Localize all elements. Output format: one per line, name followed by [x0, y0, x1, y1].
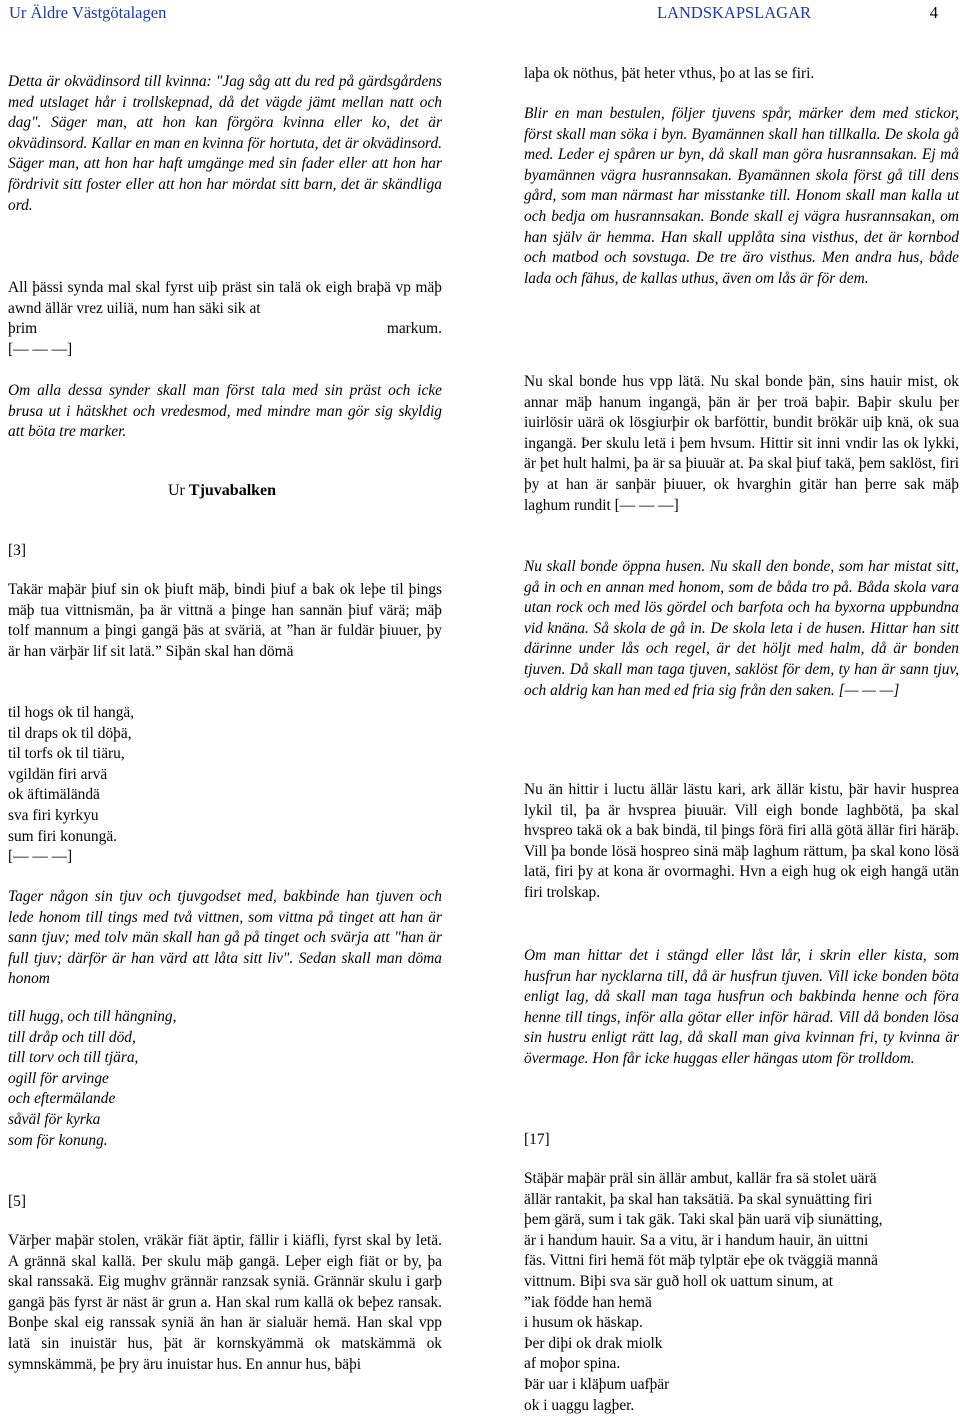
- paragraph-om-man-hittar: Om man hittar det i stängd eller låst lår, i skrin eller kista, som husfrun har nycklarna till, då är husfrun tjuven. Vill icke bonden böta enligt lag, då skall man taga husfrun och bakbinda henne och föra henne till tings, inför alla götar eller inför härad. Vill då bonden lösa sin hustru enligt rätt lag, då skall man giva kvinnan fri, ty kvinna är övermage. Hon får icke huggas eller hängas utom för trolldom.: [524, 947, 959, 1067]
- paragraph-blir-en-man-bestulen: Blir en man bestulen, följer tjuvens spår, märker dem med stickor, först skall man söka i byn. Byamännen skall han tillkalla. De skola gå med. Leder ej spåren ur byn, då skall man göra husrannsakan. Ej må byamännen vägra husrannsakan. Byamännen skola först gå till dens gård, som man närmast har misstanke till. Honom skall man kalla ut och bedja om husrannsakan. Bonde skall ej vägra husrannsakan, om han själv är hemma. Han skall upplåta sina visthus, det är kornbod och matbod och sovstuga. De tre äro visthus. Men andra hus, både lada och fähus, de kallas uthus, även om lås är för dem.: [524, 105, 959, 287]
- section-number-17: [17]: [524, 1131, 550, 1148]
- paragraph-varther-mathar: Värþer maþär stolen, vräkär fiät äptir, fällir i kiäfli, fyrst skal by letä. A grännä skal kallä. Þer skulu mäþ gangä. Leþer eigh fiät or by, þa skal ranssakä. Eig mughv grännär ranzsak syniä. Grännär skulu i garþ gangä þäs fyrst är näst är grun a. Han skal rum kallä ok beþez ransak. Bonþe skal eig ranssak syniä än han är sialuär hemä. Han skal vpp latä sin inuistär hus, þät är kornskyämmä ok matskämmä ok symnskämmä, þe þry äru inuistar hus. En annur hus, bäþi: [8, 1232, 442, 1373]
- ellipsis-marker: [— — —]: [8, 340, 73, 358]
- section-number-3: [3]: [8, 542, 26, 559]
- page-number: 4: [929, 3, 938, 22]
- paragraph-okvadinsord: Detta är okvädinsord till kvinna: "Jag såg att du red på gärdsgårdens med utslaget hår i trollskepnad, då det vägde jämt mellan natt och dag". Säger man, att hon kan förgöra kvinna eller ko, det är okvädinsord. Kallar en man en kvinna för hortuta, det är okvädinsord. Säger man, att hon har haft umgänge med sin fader eller att hon har fördrivit sitt foster eller att hon har mördat sitt barn, det är skändliga ord.: [8, 73, 442, 214]
- verse-old-swedish: til hogs ok til hangä, til draps ok til döþä, til torfs ok til tiäru, vgildän firi arvä ok äftimäländä sva firi kyrkyu sum firi konungä.: [8, 704, 135, 845]
- section-number-5: [5]: [8, 1193, 26, 1210]
- paragraph-tager-nagon: Tager någon sin tjuv och tjuvgodset med, bakbinde han tjuven och lede honom till tings med två vittnen, som vittna på tinget att han är sann tjuv; med tolv män skall han gå på tinget och svärja att "han är full tjuv; därför är han värd att låta sitt liv". Sedan skall man döma honom: [8, 888, 442, 988]
- ellipsis-marker: [— — —]: [8, 848, 73, 865]
- paragraph-takar-mathar: Takär maþär þiuf sin ok þiuft mäþ, bindi þiuf a bak ok leþe til þings mäþ tua vittnismän, þa är vittnä a þinge han sannän þiuf värä; mäþ tolf mannum a þingi gangä þäs at sväriä, at ”han är fuldär þiuuer, þy är han värþär lif sit latä.” Siþän skal han dömä: [8, 581, 442, 660]
- paragraph-stathar-mathar: Stäþär maþär präl sin ällär ambut, kallär fra sä stolet uärä ällär rantakit, þa skal han taksätiä. Þa skal synuätting firi þem gärä, sum i tak gäk. Taki skal þän uarä viþ siunätting, är i handum hauir. Sa a vitu, är i handum hauir, än uittni fäs. Vittni firi hemä föt mäþ tylptär eþe ok tväggiä mannä vittnum. Biþi sva sär guð holl ok uattum sinum, at ”iak födde han hemä i husum ok häskap. Þer diþi ok drak miolk af moþor spina. Þär uar i kläþum uafþär ok i uaggu lagþer.: [524, 1170, 883, 1414]
- paragraph-latha-ok-nothus: laþa ok nöthus, þät heter vthus, þo at las se firi.: [524, 65, 815, 82]
- section-title: Ur Tjuvabalken: [168, 482, 277, 499]
- paragraph-all-thassi: All þässi synda mal skal fyrst uiþ präst sin talä ok eigh braþä vp mäþ awnd ällär vrez uiliä, num han säki sik at þrim markum. [— — —]: [8, 278, 442, 360]
- paragraph-om-alla-dessa: Om alla dessa synder skall man först tala med sin präst och icke brusa ut i hätskhet och vredesmod, med mindre man gör sig skyldig att böta tre marker.: [8, 382, 442, 441]
- paragraph-nu-an-hittir: Nu än hittir i luctu ällär lästu kari, ark ällär kistu, þär havir husprea lykil til, þa är hvsprea þiuuär. Vill eigh bonde laghbötä, þa skal hvspreo takä ok a bak bindä, til þings förä firi allä götä ällär firi häräþ. Vill þa bonde lösä hospreo sinä mäþ laghum rättum, þa skal kono lösä latä, firi þy at kona är ovormaghi. Hvn a eigh hug ok eigh hangä utän firi trolskap.: [524, 781, 959, 901]
- paragraph-nu-skall-bonde: Nu skall bonde öppna husen. Nu skall den bonde, som har mistat sitt, gå in och en annan med honom, som de båda tro på. Båda skola vara utan rock och med lös gördel och barfota och ha byxorna uppbundna vid knäna. Så skola de gå in. De skola leta i de husen. Hittar han sitt därinne under lås och regel, är det höljt med halm, då är bonden tjuven. Då skall man taga tjuven, saklöst för dem, ty han är sann tjuv, och aldrig kan han med ed fria sig från den saken. [— — —]: [524, 558, 959, 699]
- header-section-link[interactable]: LANDSKAPSLAGAR: [657, 3, 812, 22]
- paragraph-nu-skal-bonde: Nu skal bonde hus vpp lätä. Nu skal bonde þän, sins hauir mist, ok annar mäþ hanum ingangä, þän är þer troä baþir. Baþir skulu þer iuirlösir uärä ok lösgiurþir ok barföttir, bundit brökär uiþ knä, ok sua ingangä. Þer skulu letä i þem hvsum. Hittir sit inni vndir las ok lykki, är þet hult halmi, þa är sa þiuuär at. Þa skal þiuf takä, þem saklöst, firi þy at han är sanþär þiuuer, ok hvarghin gitär han þerre sak mäþ laghum rundit [— — —]: [524, 373, 959, 514]
- verse-modern-swedish: till hugg, och till hängning, till dråp och till död, till torv och till tjära, ogill för arvinge och eftermälande såväl för kyrka som för konung.: [8, 1008, 177, 1149]
- page-header: [0, 0, 960, 27]
- header-source-title[interactable]: Ur Äldre Västgötalagen: [9, 3, 167, 22]
